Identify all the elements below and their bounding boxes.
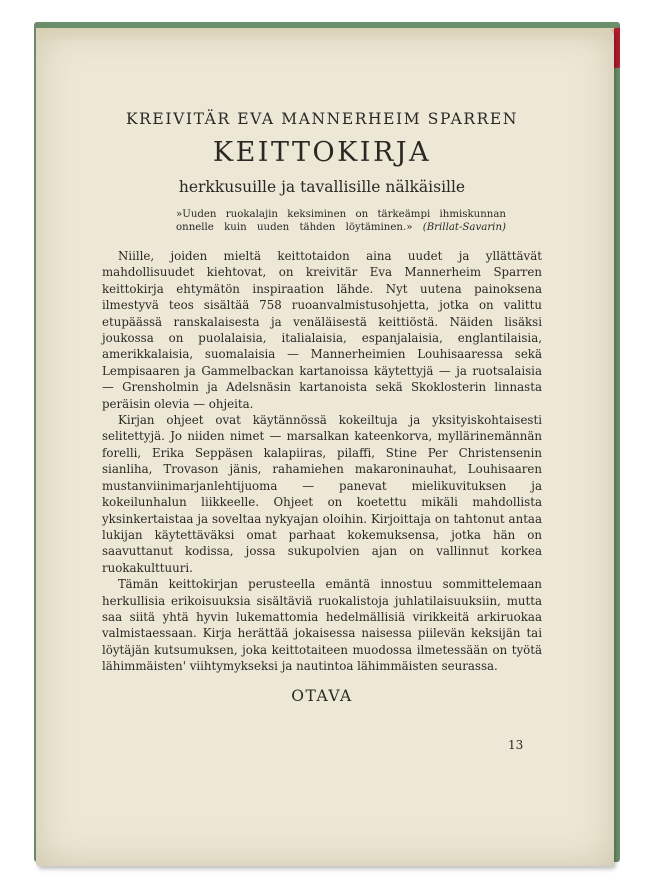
quote-source: (Brillat-Savarin) [422,222,506,233]
quote-text: »Uuden ruokalajin keksiminen on tärkeämpi ihmiskunnan onnelle kuin uuden tähden löytäminen.» [176,209,506,233]
author-name: KREIVITÄR EVA MANNERHEIM SPARREN [125,110,519,128]
blurb-paragraph-2: Kirjan ohjeet ovat käytännössä kokeiltuja ja yksityiskohtaisesti selitettyjä. Jo niiden nimet — marsalkan kateenkorva, myllärinemännän forelli, Erika Seppäsen kalapiiras, pilaffi, Stine Per Christensenin sianliha, Trovason jänis, rahamiehen makaroninauhat, Louhisaaren mustanviinimarjanlehtijuoma — panevat mielikuvituksen ja kokeilunhalun liikkeelle. Ohjeet on koetettu mikäli mahdollista yksinkertaistaa ja soveltaa nykyajan oloihin. Kirjoittaja on tahtonut antaa lukijan käytettäväksi omat parhaat kokemuksensa, jotka hän on saavuttanut kodissa, jossa sukupolvien ajan on vallinnut korkea ruokakulttuuri. [102,413,542,575]
publisher-name: OTAVA [291,686,353,705]
epigraph-quote [176,208,506,234]
blurb-text [102,248,542,675]
catalog-number: 13 [508,738,524,752]
jacket-text-block [102,110,542,705]
blurb-paragraph-1: Niille, joiden mieltä keittotaidon aina uudet ja yllättävät mahdollisuudet kiehtovat, on kreivitär Eva Mannerheim Sparren keittokirja ehtymätön inspiraation lähde. Nyt uutena painoksena ilmestyvä teos sisältää 758 ruoanvalmistusohjetta, jotka on valittu etupäässä ranskalaisesta ja venäläisestä keittiöstä. Näiden lisäksi joukossa on puolalaisia, italialaisia, espanjalaisia, englantilaisia, amerikkalaisia, suomalaisia — Mannerheimien Louhisaaressa sekä Lempisaaren ja Gammelbackan kartanoissa käytettyjä — ja ruotsalaisia — Grensholmin ja Adelsnäsin kartanoista sekä Skoklosterin linnasta peräisin olevia — ohjeita. [102,249,542,411]
book-subtitle: herkkusuille ja tavallisille nälkäisille [178,178,466,196]
jacket-top-wear [36,28,614,42]
blurb-paragraph-3: Tämän keittokirjan perusteella emäntä innostuu sommittelemaan herkullisia erikoisuuksia sisältäviä ruokalistoja juhlatilaisuuksiin, mutta saa siitä yhtä hyvin lukemattomia hedelmällisiä virikkeitä arkiruokaa valmistaessaan. Kirja herättää jokaisessa naisessa piilevän keksijän tai löytäjän kutsumuksen, joka keittotaiteen muodossa ilmetessään on työtä lähimmäisten' viihtymykseksi ja nautintoa lähimmäisten seurassa. [102,577,542,674]
book-title: KEITTOKIRJA [212,137,432,168]
